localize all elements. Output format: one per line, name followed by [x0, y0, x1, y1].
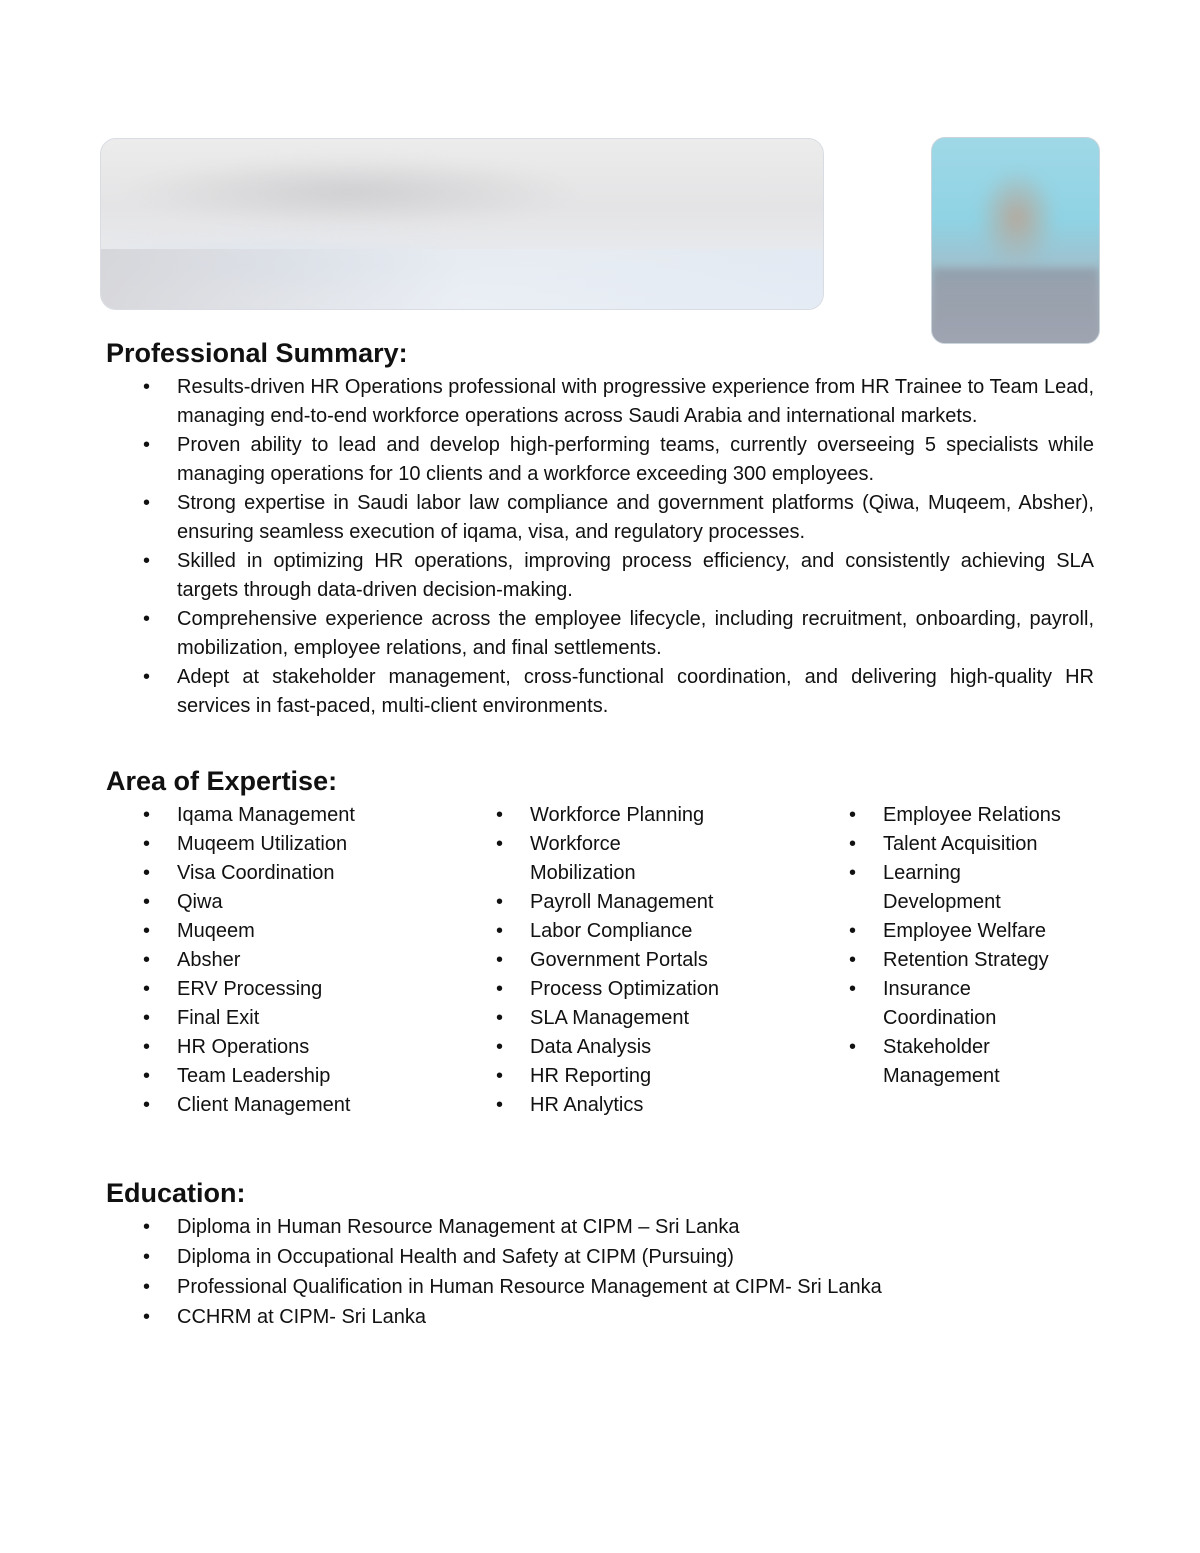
education-heading: Education:: [106, 1178, 246, 1208]
list-item: • Muqeem: [143, 917, 463, 946]
list-item: • Workforce Planning: [496, 801, 816, 830]
expertise-column-3: [849, 801, 1099, 1091]
list-item: • Professional Qualification in Human Resource Management at CIPM- Sri Lanka: [143, 1273, 1094, 1302]
list-item: • Learning Development: [849, 859, 1033, 917]
list-item: • Team Leadership: [143, 1062, 463, 1091]
summary-list: [143, 373, 1094, 721]
list-item: • Talent Acquisition: [849, 830, 1099, 859]
list-item: • Insurance Coordination: [849, 975, 1033, 1033]
expertise-heading: Area of Expertise:: [106, 766, 338, 796]
profile-photo: [931, 137, 1100, 344]
list-item: • HR Operations: [143, 1033, 463, 1062]
expertise-column-2: [496, 801, 816, 1120]
list-item: • Strong expertise in Saudi labor law compliance and government platforms (Qiwa, Muqeem, Absher), ensuring seamless execution of iqama, visa, and regulatory processes.: [143, 489, 1094, 547]
list-item: • SLA Management: [496, 1004, 816, 1033]
list-item: • CCHRM at CIPM- Sri Lanka: [143, 1303, 1094, 1332]
photo-body: [932, 268, 1099, 344]
list-item: • Adept at stakeholder management, cross-functional coordination, and delivering high-quality HR services in fast-paced, multi-client environments.: [143, 663, 1094, 721]
list-item: • Proven ability to lead and develop high-performing teams, currently overseeing 5 specialists while managing operations for 10 clients and a workforce exceeding 300 employees.: [143, 431, 1094, 489]
list-item: • Process Optimization: [496, 975, 816, 1004]
list-item: • Muqeem Utilization: [143, 830, 463, 859]
list-item: • Final Exit: [143, 1004, 463, 1033]
blurred-band: [101, 249, 823, 309]
list-item: • Skilled in optimizing HR operations, improving process efficiency, and consistently achieving SLA targets through data-driven decision-making.: [143, 547, 1094, 605]
blurred-name: [121, 157, 581, 227]
list-item: • Payroll Management: [496, 888, 816, 917]
expertise-column-1: [143, 801, 463, 1120]
list-item: • Results-driven HR Operations professional with progressive experience from HR Trainee to Team Lead, managing end-to-end workforce operations across Saudi Arabia and international markets.: [143, 373, 1094, 431]
list-item: • Absher: [143, 946, 463, 975]
list-item: • Labor Compliance: [496, 917, 816, 946]
list-item: • HR Reporting: [496, 1062, 816, 1091]
list-item: • Stakeholder Management: [849, 1033, 1033, 1091]
list-item: • Iqama Management: [143, 801, 463, 830]
list-item: • Diploma in Occupational Health and Safety at CIPM (Pursuing): [143, 1243, 1094, 1272]
list-item: • Diploma in Human Resource Management at CIPM – Sri Lanka: [143, 1213, 1094, 1242]
list-item: • Client Management: [143, 1091, 463, 1120]
list-item: • Comprehensive experience across the employee lifecycle, including recruitment, onboarding, payroll, mobilization, employee relations, and final settlements.: [143, 605, 1094, 663]
list-item: • Employee Welfare: [849, 917, 1099, 946]
list-item: • Visa Coordination: [143, 859, 463, 888]
list-item: • Data Analysis: [496, 1033, 816, 1062]
list-item: • Retention Strategy: [849, 946, 1099, 975]
summary-heading: Professional Summary:: [106, 338, 408, 368]
education-list: [143, 1213, 1094, 1333]
list-item: • HR Analytics: [496, 1091, 816, 1120]
list-item: • Workforce Mobilization: [496, 830, 680, 888]
blurred-header-block: [100, 138, 824, 310]
list-item: • Employee Relations: [849, 801, 1099, 830]
list-item: • Qiwa: [143, 888, 463, 917]
list-item: • Government Portals: [496, 946, 816, 975]
list-item: • ERV Processing: [143, 975, 463, 1004]
photo-face: [977, 168, 1057, 268]
